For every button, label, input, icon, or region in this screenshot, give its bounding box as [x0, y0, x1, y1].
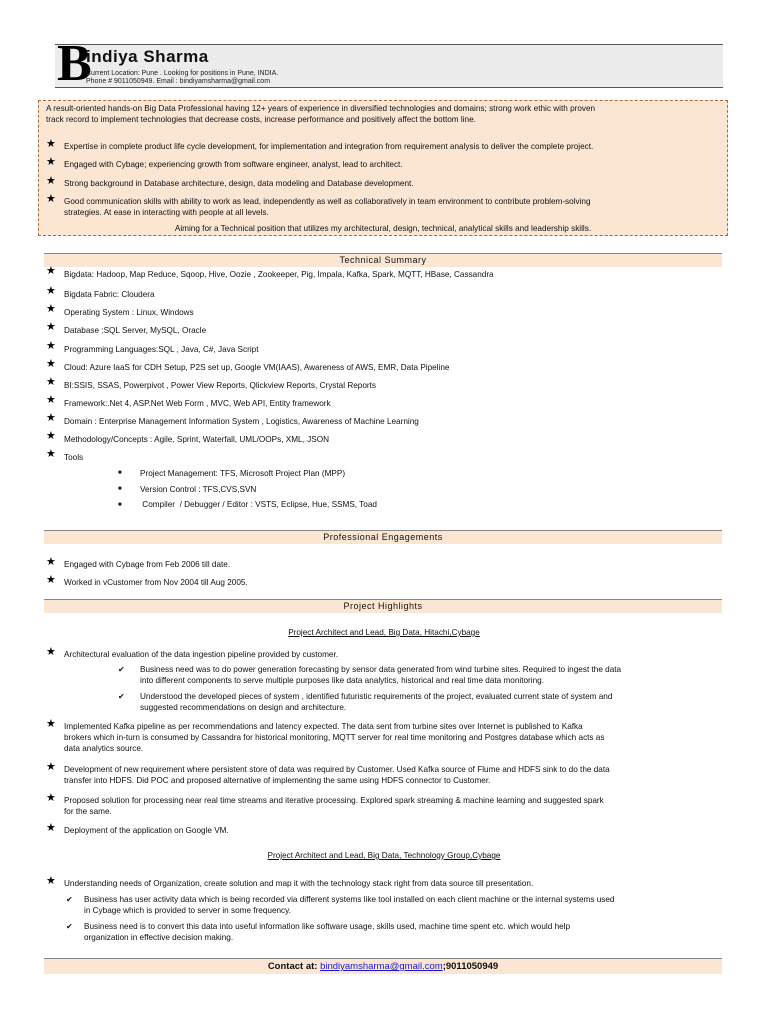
summary-bullet: Engaged with Cybage; experiencing growth from software engineer, analyst, lead to architect. — [64, 160, 403, 169]
star-icon: ★ — [46, 646, 56, 658]
contact-phone: ;9011050949 — [442, 961, 499, 972]
tool-item: Project Management: TFS, Microsoft Project Plan (MPP) — [140, 469, 346, 478]
project-bullet-cont: for the same. — [64, 807, 112, 816]
project-bullet: Deployment of the application on Google VM. — [64, 826, 229, 835]
tool-item: Compiler / Debugger / Editor : VSTS, Eclipse, Hue, SSMS, Toad — [140, 500, 377, 509]
project-detail-cont: into different components to serve multiple purposes like data analytics, historical and real time data monitoring. — [140, 676, 544, 685]
summary-bullet: Good communication skills with ability to work as lead, independently as well as collaboratively in team environment to contribute problem-solving — [64, 197, 591, 206]
summary-bullet-cont: strategies. At ease in interacting with people at all levels. — [64, 208, 269, 217]
star-icon: ★ — [46, 574, 56, 586]
project-detail: Business need was to do power generation forecasting by sensor data generated from wind turbine sites. Required to ingest the data — [140, 665, 622, 674]
star-icon: ★ — [46, 448, 56, 460]
star-icon: ★ — [46, 875, 56, 887]
check-icon: ✔ — [118, 665, 125, 674]
project-detail: Business has user activity data which is being recorded via different systems like tool installed on each client machine or the internal systems used — [84, 895, 615, 904]
star-icon: ★ — [46, 358, 56, 370]
location-line: Current Location: Pune . Looking for positions in Pune, INDIA. — [86, 70, 279, 77]
check-icon: ✔ — [66, 922, 73, 931]
square-bullet-icon: ■ — [118, 470, 122, 476]
tech-item: Bigdata: Hadoop, Map Reduce, Sqoop, Hive, Oozie , Zookeeper, Pig, Impala, Kafka, Spark, MQTT, HBase, Cassandra — [64, 270, 494, 279]
star-icon: ★ — [46, 718, 56, 730]
summary-bullet: Expertise in complete product life cycle development, for implementation and integration from requirement analysis to deliver the complete project. — [64, 142, 594, 151]
project-detail: Business need is to convert this data into useful information like software usage, skills used, machine time spent etc. which would help — [84, 922, 571, 931]
project-bullet: Implemented Kafka pipeline as per recommendations and latency expected. The data sent from turbine sites over Internet is published to Kafka — [64, 722, 583, 731]
career-aim: Aiming for a Technical position that utilizes my architectural, design, technical, analytical skills and leadership skills. — [174, 224, 592, 233]
project-bullet: Proposed solution for processing near real time streams and iterative processing. Explored spark streaming & machine learning and suggested spark — [64, 796, 604, 805]
section-header-engagements: Professional Engagements — [44, 530, 722, 544]
project-bullet: Development of new requirement where persistent store of data was required by Customer. Used Kafka source of Flume and HDFS sink to do the data — [64, 765, 610, 774]
check-icon: ✔ — [118, 692, 125, 701]
engagement-item: Engaged with Cybage from Feb 2006 till date. — [64, 560, 231, 569]
summary-intro-line: A result-oriented hands-on Big Data Professional having 12+ years of experience in diversified technologies and domains; strong work ethic with proven — [46, 104, 596, 113]
star-icon: ★ — [46, 376, 56, 388]
project-bullet-cont: data analytics source. — [64, 744, 144, 753]
tool-item: Version Control : TFS,CVS,SVN — [140, 485, 257, 494]
star-icon: ★ — [46, 340, 56, 352]
project-detail: Understood the developed pieces of system , identified futuristic requirements of the project, evaluated current state of system and — [140, 692, 613, 701]
star-icon: ★ — [46, 430, 56, 442]
summary-bullet: Strong background in Database architecture, design, data modeling and Database development. — [64, 179, 414, 188]
project-title: Project Architect and Lead, Big Data, Technology Group,Cybage — [267, 851, 501, 860]
tech-item: Domain : Enterprise Management Information System , Logistics, Awareness of Machine Learning — [64, 417, 419, 426]
star-icon: ★ — [46, 412, 56, 424]
star-icon: ★ — [46, 792, 56, 804]
tech-item: Cloud: Azure IaaS for CDH Setup, P2S set up, Google VM(IAAS), Awareness of AWS, EMR, Data Pipeline — [64, 363, 450, 372]
project-bullet-cont: brokers which in-turn is consumed by Cassandra for historical monitoring, MQTT server for real time monitoring and Postgres database which acts as — [64, 733, 605, 742]
project-bullet: Architectural evaluation of the data ingestion pipeline provided by customer. — [64, 650, 338, 659]
contact-footer — [44, 958, 722, 974]
email-link[interactable]: bindiyamsharma@gmail.com — [320, 961, 443, 972]
project-detail-cont: suggested recommendations on design and architecture. — [140, 703, 347, 712]
star-icon: ★ — [46, 321, 56, 333]
tech-item: Database :SQL Server, MySQL, Oracle — [64, 326, 207, 335]
project-title: Project Architect and Lead, Big Data, Hitachi,Cybage — [288, 628, 480, 637]
star-icon: ★ — [46, 822, 56, 834]
star-icon: ★ — [46, 156, 56, 168]
tech-item: Bigdata Fabric: Cloudera — [64, 290, 155, 299]
tech-item: Framework:.Net 4, ASP.Net Web Form , MVC, Web API, Entity framework — [64, 399, 331, 408]
engagement-item: Worked in vCustomer from Nov 2004 till Aug 2005. — [64, 578, 248, 587]
section-header-projects: Project Highlights — [44, 599, 722, 613]
star-icon: ★ — [46, 285, 56, 297]
star-icon: ★ — [46, 193, 56, 205]
star-icon: ★ — [46, 303, 56, 315]
tech-item: BI:SSIS, SSAS, Powerpivot , Power View Reports, Qlickview Reports, Crystal Reports — [64, 381, 376, 390]
star-icon: ★ — [46, 761, 56, 773]
star-icon: ★ — [46, 175, 56, 187]
name-initial: B — [57, 35, 92, 92]
project-bullet-cont: transfer into HDFS. Did POC and proposed alternative of implementing the same using HDFS connector to Customer. — [64, 776, 491, 785]
summary-intro-line: track record to implement technologies that decrease costs, increase performance and positively affect the bottom line. — [46, 115, 476, 124]
tech-item: Tools — [64, 453, 84, 462]
contact-label: Contact at: — [267, 961, 321, 972]
project-detail-cont: in Cybage which is provided to server in some frequency. — [84, 906, 291, 915]
project-detail-cont: organization in effective decision making. — [84, 933, 234, 942]
square-bullet-icon: ■ — [118, 502, 122, 508]
star-icon: ★ — [46, 556, 56, 568]
tech-item: Programming Languages:SQL , Java, C#, Java Script — [64, 345, 259, 354]
tech-item: Operating System : Linux, Windows — [64, 308, 194, 317]
section-header-technical: Technical Summary — [44, 253, 722, 267]
project-bullet: Understanding needs of Organization, create solution and map it with the technology stack right from data source till presentation. — [64, 879, 534, 888]
candidate-name: indiya Sharma — [86, 47, 209, 66]
square-bullet-icon: ■ — [118, 486, 122, 492]
tech-item: Methodology/Concepts : Agile, Sprint, Waterfall, UML/OOPs, XML, JSON — [64, 435, 329, 444]
check-icon: ✔ — [66, 895, 73, 904]
star-icon: ★ — [46, 394, 56, 406]
contact-line: Phone # 9011050949. Email : bindiyamsharma@gmail.com — [86, 78, 271, 85]
star-icon: ★ — [46, 138, 56, 150]
star-icon: ★ — [46, 265, 56, 277]
